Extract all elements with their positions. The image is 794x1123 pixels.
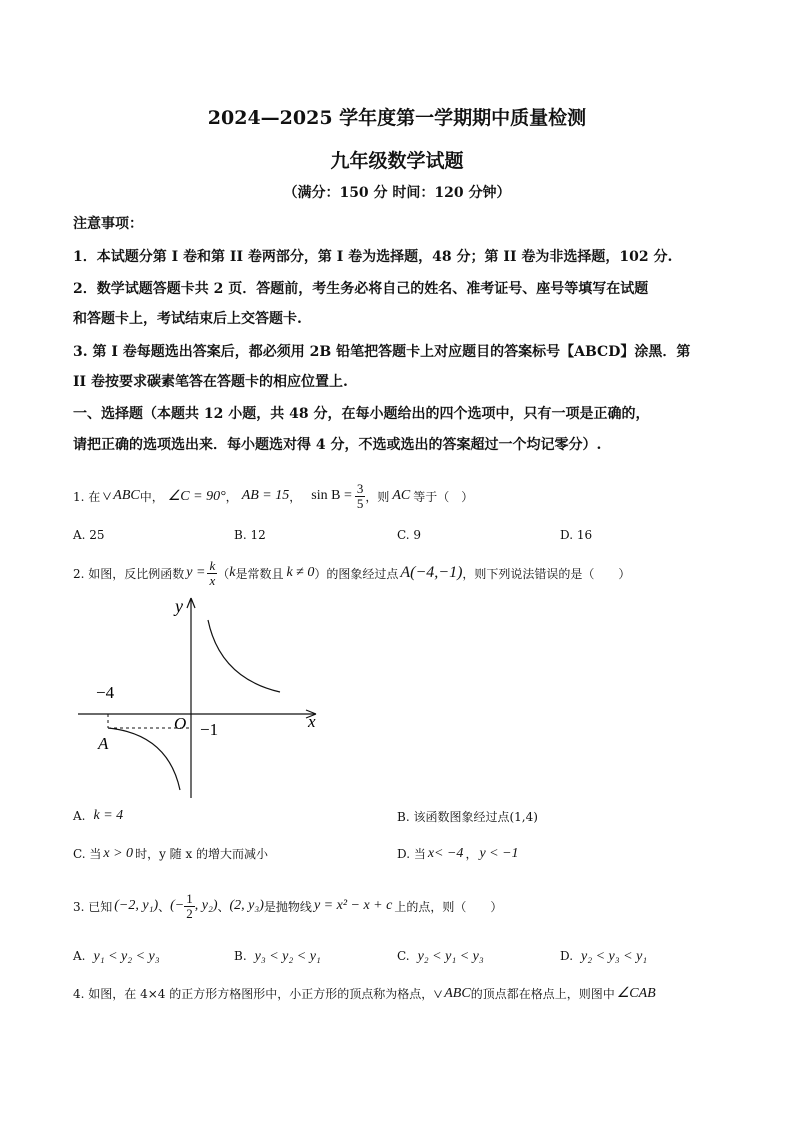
q2-option-a-math: k = 4 [93,808,124,823]
q3-option-b [234,949,321,965]
q4-text: 的顶点都在格点上，则图中 [470,987,615,1001]
q3-option-c-letter: C. [397,949,410,963]
q4-angle: ∠CAB [616,986,656,1001]
q3-option-d-letter: D. [560,949,574,963]
q2-option-a-letter: A. [73,809,86,823]
q2-option-c [73,845,268,862]
tick-label-neg1: −1 [200,720,219,739]
q2-option-d [397,845,519,862]
branch-third-quadrant [108,728,180,790]
q1-angle: ∠C = 90° [167,488,226,504]
q4-triangle-name: ABC [444,985,471,1001]
triangle-icon [103,492,111,500]
q2-text: ，则下列说法错误的是（ ） [462,566,631,581]
q1-fraction-numerator: 3 [356,480,364,496]
q1-text: ， [225,489,238,504]
q1-sine: sin B = [311,488,352,503]
branch-first-quadrant [208,620,280,692]
q3-text: 、 [158,899,171,914]
q3-point-2-open: (− [170,898,185,913]
question-2-stem [73,554,630,592]
q1-option-c: C. 9 [397,528,422,542]
q2-point: A(−4,−1) [400,564,463,581]
q3-fraction-numerator: 1 [186,890,193,906]
q2-fraction-numerator: k [209,557,216,573]
notice-item-2-line-1: 2．数学试题答题卡共 2 页．答题前，考生务必将自己的姓名、准考证号、座号等填写在试题 [73,281,649,297]
q1-text: 等于（ ） [413,489,474,504]
q2-option-d-math: y < −1 [479,845,519,861]
q2-text: （ [217,566,230,581]
point-a-label: A [98,734,109,753]
q1-target: AC [392,488,411,503]
q1-option-d: D. 16 [560,528,593,542]
q1-text: ， [289,489,302,504]
q3-option-b-math: y₃ < y₂ < y₁ [254,949,321,964]
section-heading-line-2: 请把正确的选项选出来．每小题选对得 4 分，不选或选出的答案超过一个均记零分）. [73,437,602,453]
q3-fraction [184,892,195,921]
q2-text: ）的图象经过点 [314,566,399,581]
q3-option-a-math: y₁ < y₂ < y₃ [93,949,160,964]
q1-text: ，则 [365,489,390,504]
q2-option-c-text: C. 当 [73,847,102,861]
q3-text: 是抛物线 [263,899,312,914]
q3-option-c [397,949,484,965]
q3-point-2-close: , y₂) [194,898,218,913]
origin-label: O [174,714,187,733]
q1-option-b: B. 12 [234,528,266,542]
q3-text: 上的点，则（ ） [394,899,503,914]
q1-side: AB = 15 [241,488,290,503]
q2-function: y = [186,565,206,580]
q2-text: 2. 如图，反比例函数 [73,566,185,581]
notice-item-3-line-1: 3. 第 I 卷每题选出答案后，都必须用 2B 铅笔把答题卡上对应题目的答案标号【ABCD】涂黑．第 [73,344,691,360]
x-axis-label: x [308,712,316,731]
q1-fraction [355,482,366,511]
q2-fraction [207,559,217,588]
q2-condition: k ≠ 0 [286,565,315,580]
q2-option-d-text: D. 当 [397,847,426,861]
q2-option-d-text: ， [465,847,478,861]
q3-option-d-math: y₂ < y₃ < y₁ [581,949,648,964]
tick-label-neg4: −4 [96,683,115,702]
q3-option-b-letter: B. [234,949,247,963]
triangle-icon [434,990,442,998]
q1-text: 1. 在 [73,489,101,504]
q3-point-3: (2, y₃) [229,898,264,913]
q2-option-a [73,808,123,824]
question-4-stem [73,985,656,1002]
question-3-stem [73,886,502,926]
section-heading-line-1: 一、选择题（本题共 12 小题，共 48 分，在每小题给出的四个选项中，只有一项是正确的， [73,406,650,422]
notice-heading: 注意事项： [73,216,143,232]
q1-text: 中， [139,489,164,504]
q2-k: k [229,565,236,580]
q3-option-a-letter: A. [73,949,86,963]
notice-item-3-line-2: II 卷按要求碳素笔答在答题卡的相应位置上. [73,374,348,390]
q3-option-d [560,949,647,965]
q3-equation: y = x² − x + c [313,898,393,913]
q3-text: 、 [217,899,230,914]
q3-option-a [73,949,160,965]
q3-text: 3. 已知 [73,899,113,914]
q4-text: 4. 如图，在 4×4 的正方形方格图形中，小正方形的顶点称为格点， [73,987,434,1001]
exam-meta: （满分：150 分 时间：120 分钟） [283,185,511,201]
q2-option-b: B. 该函数图象经过点(1,4) [397,810,538,824]
exam-title: 2024—2025 学年度第一学期期中质量检测 [207,107,587,129]
y-axis-label: y [175,596,183,616]
q1-option-a: A. 25 [73,528,105,542]
q2-option-c-text: 时，y 随 x 的增大而减小 [135,847,269,861]
q2-option-d-math: x< −4 [427,845,464,861]
q2-option-c-math: x > 0 [103,845,134,861]
q2-hyperbola-graph [70,592,340,802]
question-1-stem [73,476,473,516]
q2-fraction-denominator: x [209,572,216,588]
q3-point-1: (−2, y₁) [114,898,159,913]
q1-triangle-name: ABC [113,488,140,503]
q3-fraction-denominator: 2 [186,905,193,921]
q1-fraction-denominator: 5 [356,495,364,511]
q2-text: 是常数且 [235,566,284,581]
q3-option-c-math: y₂ < y₁ < y₃ [417,949,484,964]
notice-item-2-line-2: 和答题卡上，考试结束后上交答题卡. [73,311,302,327]
exam-subtitle: 九年级数学试题 [330,150,464,172]
notice-item-1: 1．本试题分第 I 卷和第 II 卷两部分，第 I 卷为选择题，48 分；第 II 卷为非选择题，102 分. [73,249,673,265]
